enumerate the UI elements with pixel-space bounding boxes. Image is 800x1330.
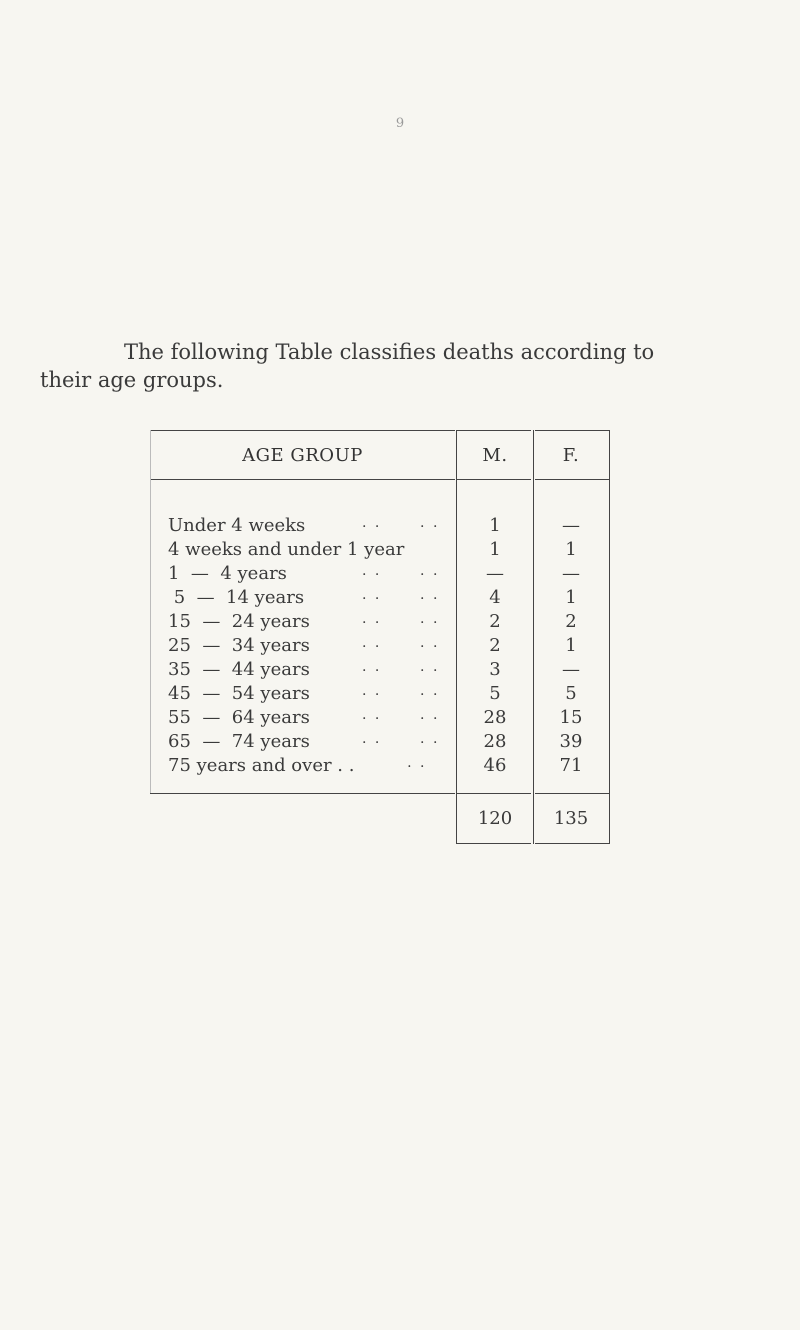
leader-dots: . . . . (362, 563, 440, 579)
intro-line-2: their age groups. (40, 368, 224, 392)
male-count: 1 (489, 539, 501, 560)
female-count: 15 (559, 707, 583, 728)
age-label: 45 — 54 years (168, 683, 310, 704)
intro-paragraph (40, 338, 684, 394)
age-label: 15 — 24 years (168, 611, 310, 632)
table-rule-body-m (457, 793, 531, 794)
male-count: 28 (483, 731, 507, 752)
header-female: F. (562, 445, 580, 466)
total-male: 120 (477, 808, 513, 829)
table-row (0, 587, 800, 611)
female-count: — (562, 515, 580, 536)
table-rule-header-f (535, 479, 609, 480)
table-rule-body-age (150, 793, 455, 794)
male-count: 2 (489, 635, 501, 656)
male-count: 5 (489, 683, 501, 704)
female-count: 1 (565, 587, 577, 608)
age-label: 55 — 64 years (168, 707, 310, 728)
leader-dots: . . . . (362, 635, 440, 651)
age-label: 75 years and over . . (168, 755, 355, 776)
table-row (0, 563, 800, 587)
table-rule-total-m (457, 843, 531, 844)
age-label: 25 — 34 years (168, 635, 310, 656)
male-count: 1 (489, 515, 501, 536)
table-rule-header-m (457, 479, 531, 480)
table-row (0, 635, 800, 659)
total-female: 135 (553, 808, 589, 829)
female-count: — (562, 659, 580, 680)
male-count: 3 (489, 659, 501, 680)
page-number: 9 (395, 116, 405, 131)
age-label: 5 — 14 years (168, 587, 305, 608)
leader-dots: . . . . (362, 611, 440, 627)
male-count: 46 (483, 755, 507, 776)
age-label: 4 weeks and under 1 year (168, 539, 405, 560)
table-rule-body-f (535, 793, 609, 794)
header-age-group: AGE GROUP (242, 445, 363, 466)
leader-dots: . . . . (362, 707, 440, 723)
table-rule-header-age (150, 479, 455, 480)
age-label: 65 — 74 years (168, 731, 310, 752)
header-male: M. (482, 445, 508, 466)
table-row (0, 515, 800, 539)
leader-dots: . . . . (362, 731, 440, 747)
table-row (0, 755, 800, 779)
leader-dots: . . . . (362, 587, 440, 603)
table-rule-top-age (150, 430, 455, 431)
female-count: 71 (559, 755, 583, 776)
table-row (0, 683, 800, 707)
age-label: 1 — 4 years (168, 563, 287, 584)
female-count: 39 (559, 731, 583, 752)
table-row (0, 539, 800, 563)
leader-dots: . . (362, 755, 427, 771)
table-rule-total-f (535, 843, 609, 844)
leader-dots: . . . . (362, 515, 440, 531)
age-label: Under 4 weeks (168, 515, 306, 536)
leader-dots: . . . . (362, 683, 440, 699)
leader-dots: . . . . (362, 659, 440, 675)
table-row (0, 659, 800, 683)
female-count: 1 (565, 635, 577, 656)
male-count: 28 (483, 707, 507, 728)
female-count: 1 (565, 539, 577, 560)
intro-line-1: The following Table classifies deaths according to (124, 340, 655, 364)
female-count: — (562, 563, 580, 584)
table-row (0, 611, 800, 635)
table-rule-top-f (535, 430, 609, 431)
female-count: 5 (565, 683, 577, 704)
table-row (0, 731, 800, 755)
male-count: 2 (489, 611, 501, 632)
female-count: 2 (565, 611, 577, 632)
table-row (0, 707, 800, 731)
male-count: — (486, 563, 504, 584)
table-rule-top-m (457, 430, 531, 431)
age-label: 35 — 44 years (168, 659, 310, 680)
male-count: 4 (489, 587, 501, 608)
